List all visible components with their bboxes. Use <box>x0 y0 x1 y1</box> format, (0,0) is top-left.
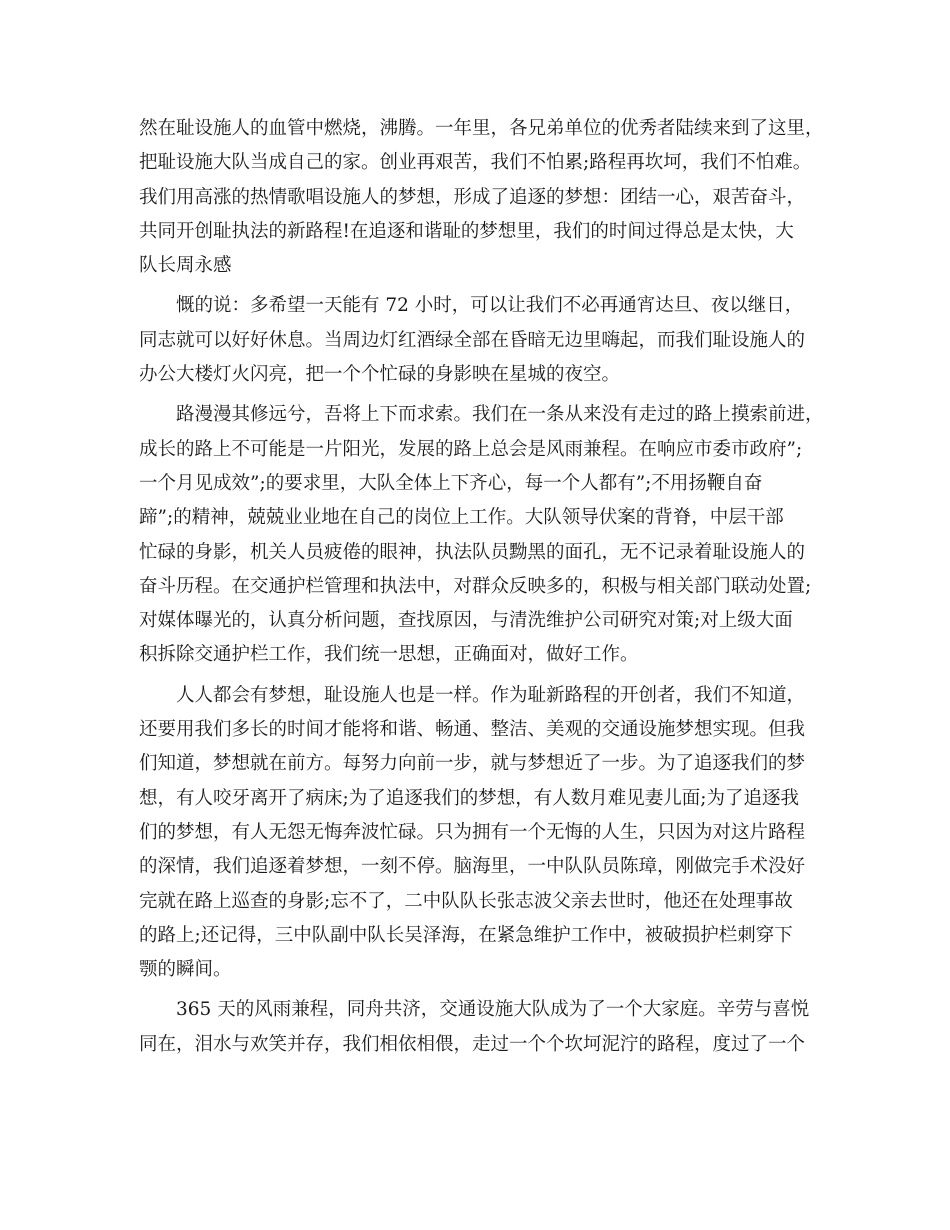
text-line: 完就在路上巡查的身影;忘不了，二中队队长张志波父亲去世时，他还在处理事故 <box>139 890 793 912</box>
text-line: 对媒体曝光的，认真分析问题，查找原因，与清洗维护公司研究对策;对上级大面 <box>139 610 793 632</box>
text-line: 慨的说：多希望一天能有 72 小时，可以让我们不必再通宵达旦、夜以继日， <box>176 295 804 317</box>
paragraph <box>139 993 829 1062</box>
text-line: 共同开创耻执法的新路程!在追逐和谐耻的梦想里，我们的时间过得总是太快，大 <box>139 220 794 242</box>
text-line: 365 天的风雨兼程，同舟共济，交通设施大队成为了一个大家庭。辛劳与喜悦 <box>176 999 810 1021</box>
text-line: 的深情，我们追逐着梦想，一刻不停。脑海里，一中队队员陈璋，刚做完手术没好 <box>139 856 806 878</box>
text-line: 人人都会有梦想，耻设施人也是一样。作为耻新路程的开创者，我们不知道， <box>176 684 806 706</box>
text-line: 把耻设施大队当成自己的家。创业再艰苦，我们不怕累;路程再坎坷，我们不怕难。 <box>139 152 812 174</box>
text-line: 蹄”;的精神，兢兢业业地在自己的岗位上工作。大队领导伏案的背脊，中层干部 <box>139 507 784 529</box>
text-line: 奋斗历程。在交通护栏管理和执法中，对群众反映多的，积极与相关部门联动处置; <box>139 575 812 597</box>
text-line: 同在，泪水与欢笑并存，我们相依相偎，走过一个个坎坷泥泞的路程，度过了一个 <box>139 1033 806 1055</box>
paragraph <box>139 398 829 672</box>
paragraph <box>139 112 829 283</box>
text-line: 我们用高涨的热情歌唱设施人的梦想，形成了追逐的梦想：团结一心，艰苦奋斗， <box>139 186 806 208</box>
text-line: 队长周永感 <box>139 255 232 277</box>
text-line: 然在耻设施人的血管中燃烧，沸腾。一年里，各兄弟单位的优秀者陆续来到了这里， <box>139 118 824 139</box>
text-line: 们的梦想，有人无怨无悔奔波忙碌。只为拥有一个无悔的人生，只因为对这片路程 <box>139 821 806 843</box>
text-line: 办公大楼灯火闪亮，把一个个忙碌的身影映在星城的夜空。 <box>139 364 621 386</box>
text-line: 想，有人咬牙离开了病床;为了追逐我们的梦想，有人数月难见妻儿面;为了追逐我 <box>139 787 799 809</box>
text-line: 积拆除交通护栏工作，我们统一思想，正确面对，做好工作。 <box>139 644 639 666</box>
paragraph <box>139 679 829 988</box>
paragraph <box>139 289 829 392</box>
text-line: 路漫漫其修远兮，吾将上下而求索。我们在一条从来没有走过的路上摸索前进， <box>176 404 824 426</box>
text-line: 同志就可以好好休息。当周边灯红酒绿全部在昏暗无边里嗨起，而我们耻设施人的 <box>139 329 806 351</box>
text-line: 颚的瞬间。 <box>139 959 232 981</box>
text-line: 还要用我们多长的时间才能将和谐、畅通、整洁、美观的交通设施梦想实现。但我 <box>139 719 806 741</box>
text-line: 们知道，梦想就在前方。每努力向前一步，就与梦想近了一步。为了追逐我们的梦 <box>139 753 806 775</box>
text-line: 成长的路上不可能是一片阳光，发展的路上总会是风雨兼程。在响应市委市政府”; <box>139 438 803 460</box>
text-line: 忙碌的身影，机关人员疲倦的眼神，执法队员黝黑的面孔，无不记录着耻设施人的 <box>139 541 806 563</box>
text-line: 一个月见成效”;的要求里，大队全体上下齐心，每一个人都有”;不用扬鞭自奋 <box>139 472 763 494</box>
text-line: 的路上;还记得，三中队副中队长吴泽海，在紧急维护工作中，被破损护栏刺穿下 <box>139 924 793 946</box>
document-body <box>139 112 829 1068</box>
